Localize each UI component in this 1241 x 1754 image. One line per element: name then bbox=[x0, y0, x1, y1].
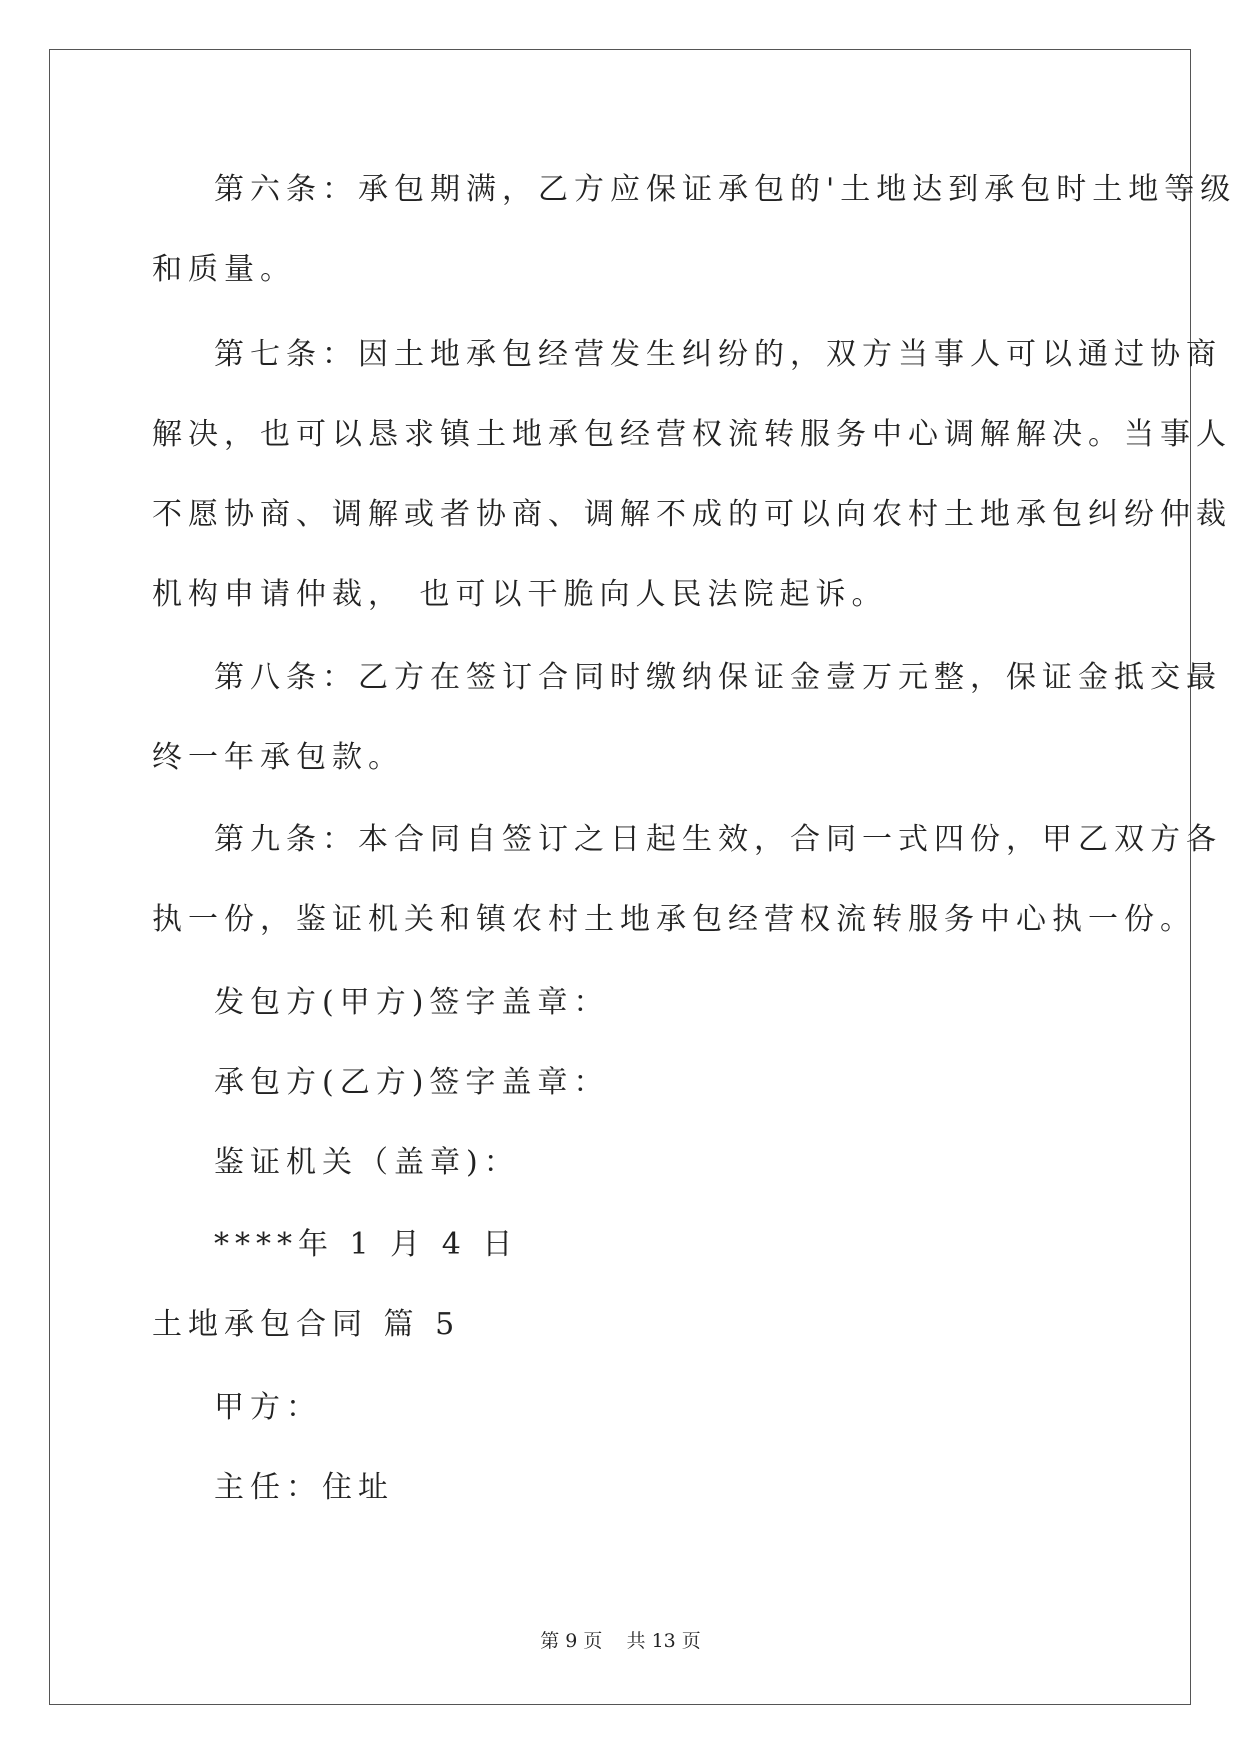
paragraph-line: 不愿协商、调解或者协商、调解不成的可以向农村土地承包纠纷仲裁 bbox=[152, 497, 1232, 532]
paragraph-line: 和质量。 bbox=[152, 252, 296, 287]
paragraph-line: 终一年承包款。 bbox=[152, 740, 404, 775]
paragraph-line: 第六条：承包期满，乙方应保证承包的'土地达到承包时土地等级 bbox=[214, 172, 1237, 207]
page-total: 共 13 页 bbox=[626, 1630, 701, 1652]
paragraph-line: 解决，也可以恳求镇土地承包经营权流转服务中心调解解决。当事人 bbox=[152, 417, 1232, 452]
paragraph-line: 第九条：本合同自签订之日起生效，合同一式四份，甲乙双方各 bbox=[214, 822, 1222, 857]
party-a-line: 甲方： bbox=[214, 1390, 322, 1425]
paragraph-line: 机构申请仲裁， 也可以干脆向人民法院起诉。 bbox=[152, 577, 888, 612]
page-number: 第 9 页 bbox=[540, 1630, 603, 1652]
signature-line-party-b: 承包方(乙方)签字盖章： bbox=[214, 1065, 610, 1100]
section-heading: 土地承包合同 篇 5 bbox=[152, 1307, 461, 1342]
signature-line-authority: 鉴证机关（盖章)： bbox=[214, 1145, 520, 1180]
date-line: ****年 1 月 4 日 bbox=[214, 1227, 519, 1262]
page-footer bbox=[0, 1626, 1241, 1653]
page-frame bbox=[49, 49, 1191, 1705]
paragraph-line: 第七条：因土地承包经营发生纠纷的，双方当事人可以通过协商 bbox=[214, 337, 1222, 372]
signature-line-party-a: 发包方(甲方)签字盖章： bbox=[214, 985, 610, 1020]
director-address-line: 主任：住址 bbox=[214, 1470, 394, 1505]
paragraph-line: 执一份，鉴证机关和镇农村土地承包经营权流转服务中心执一份。 bbox=[152, 902, 1196, 937]
paragraph-line: 第八条：乙方在签订合同时缴纳保证金壹万元整，保证金抵交最 bbox=[214, 660, 1222, 695]
